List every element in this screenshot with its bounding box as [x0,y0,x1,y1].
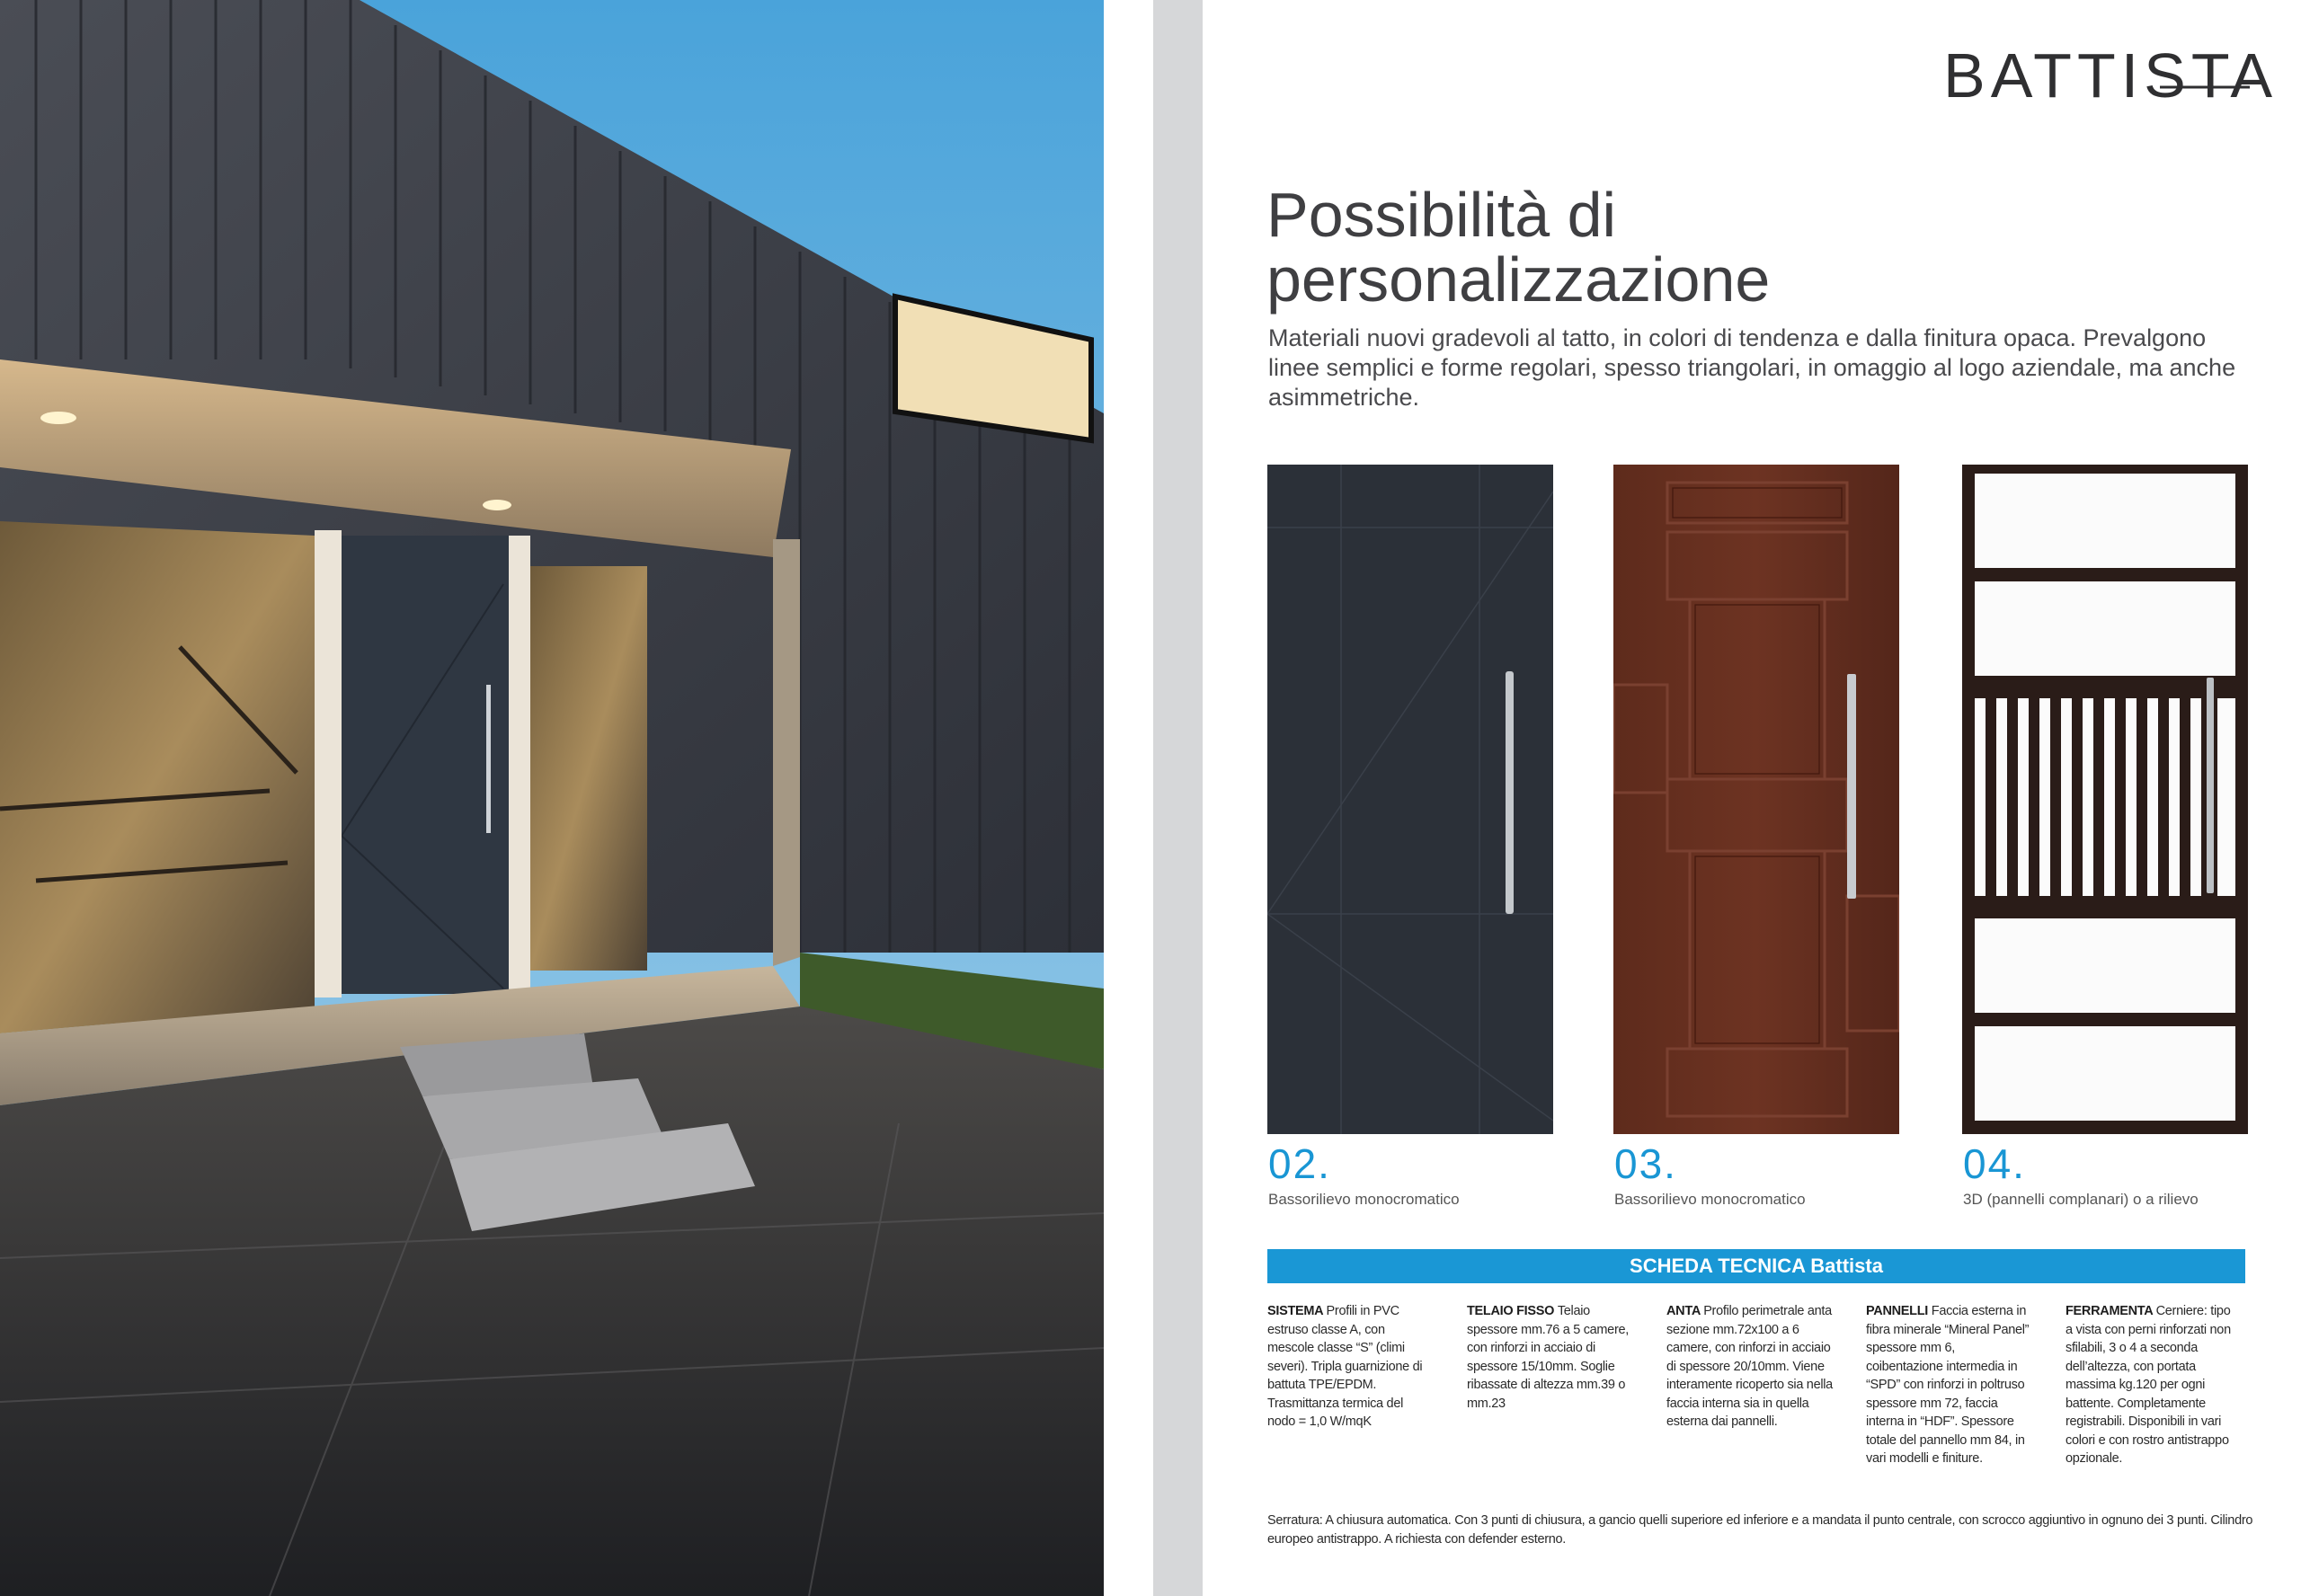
spec-text: Profilo perimetrale anta sezione mm.72x100 a 6 camere, con rinforzi in acciaio di spessore 20/10mm. Viene interamente ricoperto sia nella faccia interna sia in quella esterna dai pannelli. [1666,1304,1833,1429]
title-line-2: personalizzazione [1266,244,1771,315]
door-02-image [1267,465,1553,1134]
spec-heading: TELAIO FISSO [1467,1304,1558,1318]
title-line-1: Possibilità di [1266,180,1617,250]
spec-column-telaio-fisso [1467,1302,1633,1413]
door-04-caption: 3D (pannelli complanari) o a rilievo [1963,1191,2199,1208]
brand-underline-icon [1890,47,2250,101]
door-04-image [1962,465,2248,1134]
page-spine [1153,0,1203,1596]
spec-text: Telaio spessore mm.76 a 5 camere, con rinforzi in acciaio di spessore 15/10mm. Soglie ribassate di altezza mm.39 o mm.23 [1467,1304,1629,1411]
door-02-caption: Bassorilievo monocromatico [1268,1191,1460,1208]
door-03-caption: Bassorilievo monocromatico [1614,1191,1806,1208]
door-04-number: 04. [1963,1140,2026,1187]
spec-column-ferramenta [2066,1302,2232,1468]
spec-text: Profili in PVC estruso classe A, con mescole classe “S” (climi severi). Tripla guarnizione di battuta TPE/EPDM. Trasmittanza termica del nodo = 1,0 W/mqK [1267,1304,1423,1429]
spec-heading: ANTA [1666,1304,1704,1318]
door-03-number: 03. [1614,1140,1677,1187]
lead-paragraph: Materiali nuovi gradevoli al tatto, in colori di tendenza e dalla finitura opaca. Prevalgono linee semplici e forme regolari, spesso triangolari, in omaggio al logo aziendale, ma anche asimmetriche. [1268,324,2236,411]
spec-heading: PANNELLI [1866,1304,1932,1318]
door-03-image [1613,465,1899,1134]
page-title [1266,180,2255,315]
spec-heading: SISTEMA [1267,1304,1327,1318]
spec-column-pannelli [1866,1302,2032,1468]
spec-text: Cerniere: tipo a vista con perni rinforzati non sfilabili, 3 o 4 a seconda dell’altezza, con portata massima kg.120 per ogni battente. Completamente registrabili. Disponibili in vari colori e con rostro antistrappo opzionale. [2066,1304,2231,1466]
spec-heading: FERRAMENTA [2066,1304,2156,1318]
hero-photo [0,0,1104,1596]
spec-text: Faccia esterna in fibra minerale “Mineral Panel” spessore mm 6, coibentazione intermedia in “SPD” con rinforzi in poltruso spessore mm 72, faccia interna in “HDF”. Spessore totale del pannello mm 84, in vari modelli e finiture. [1866,1304,2030,1466]
brand-name: BATTISTA [1943,40,2279,111]
page-gutter [1104,0,1153,1596]
spec-column-sistema [1267,1302,1434,1432]
spec-footer-serratura: Serratura: A chiusura automatica. Con 3 punti di chiusura, a gancio quelli superiore ed inferiore e a mandata il punto centrale, con scrocco aggiuntivo in ognuno dei 3 punti. Cilindro europeo antistrappo. A richiesta con defender esterno. [1267,1513,2253,1547]
spec-band-title: SCHEDA TECNICA Battista [1267,1249,2245,1283]
spec-column-anta [1666,1302,1833,1432]
door-02-number: 02. [1268,1140,1331,1187]
house-entrance-illustration [0,0,1104,1596]
